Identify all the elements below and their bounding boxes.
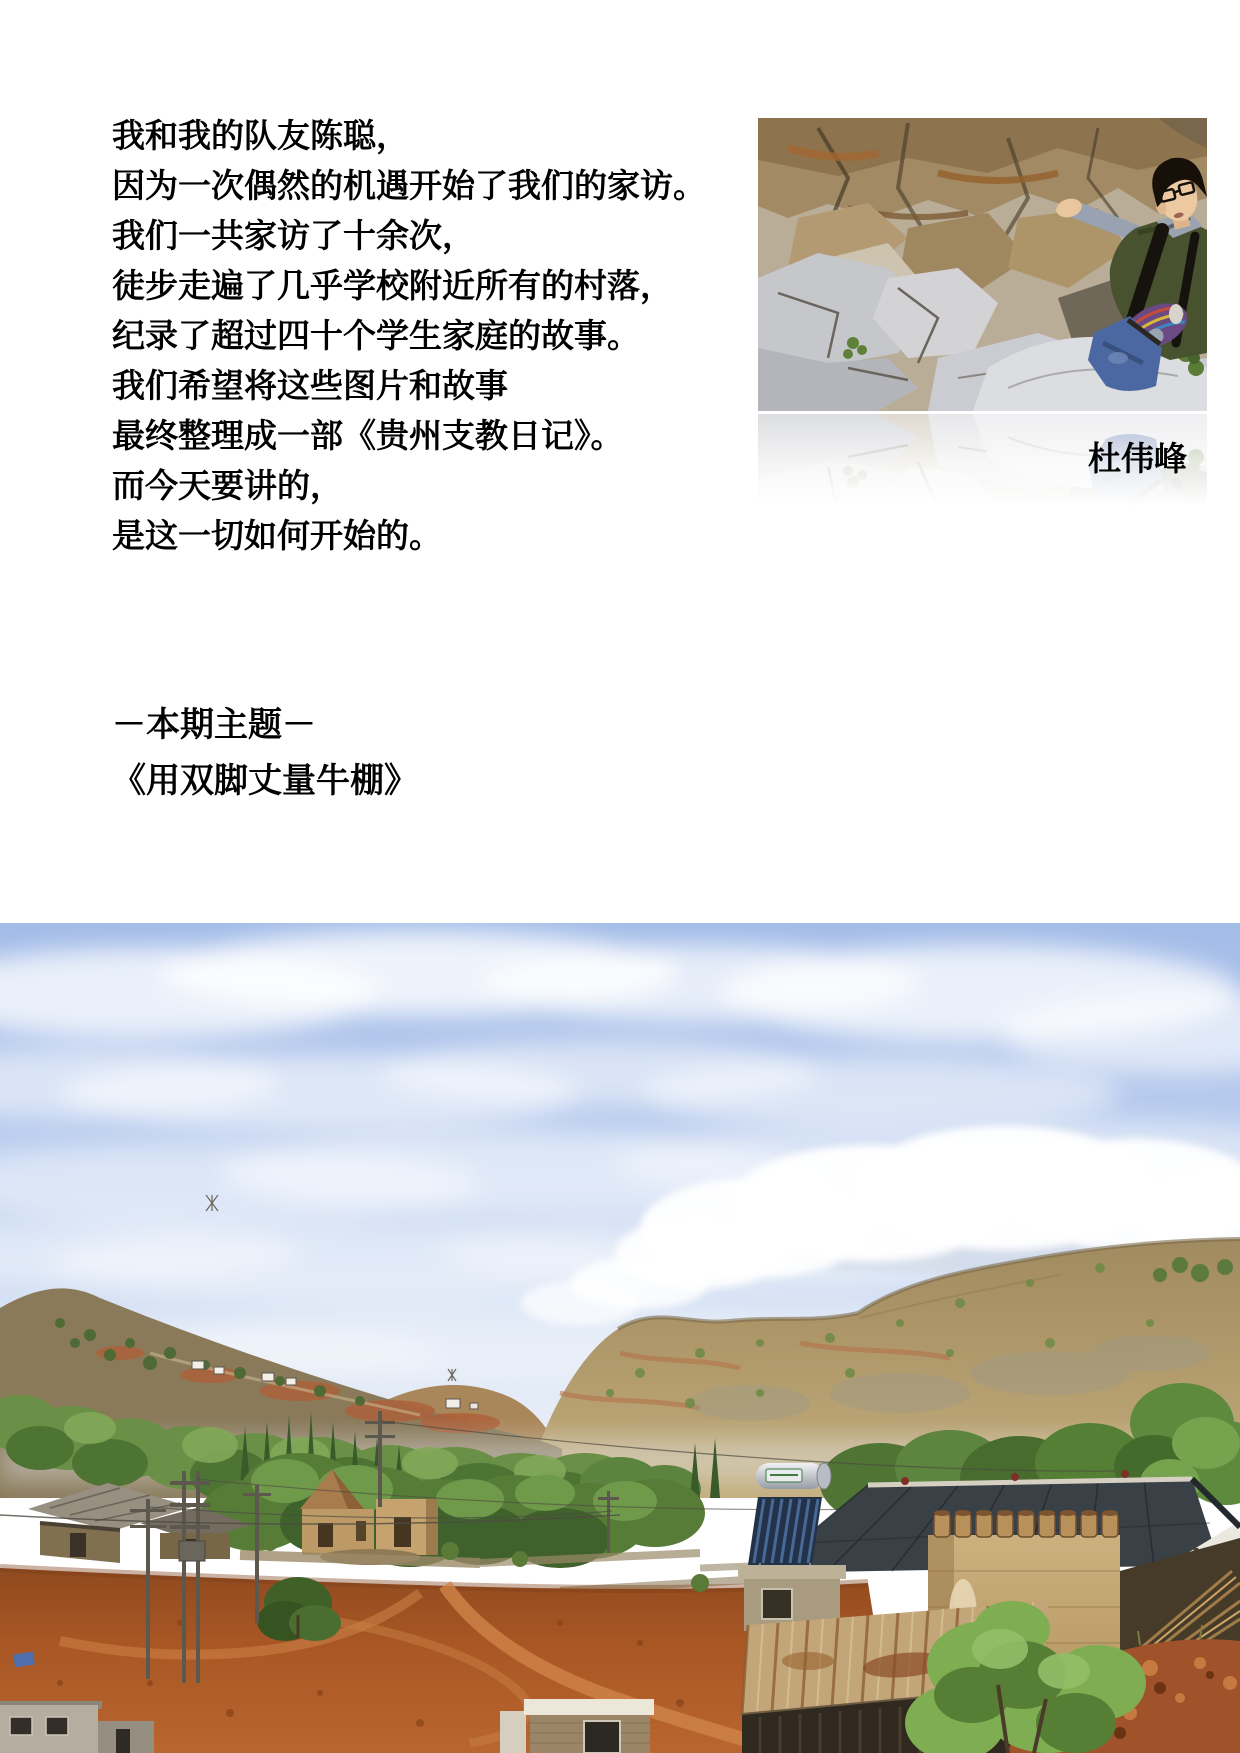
intro-line: 是这一切如何开始的。	[112, 519, 442, 555]
intro-line: 徒步走遍了几乎学校附近所有的村落，	[112, 269, 673, 305]
intro-line: 纪录了超过四十个学生家庭的故事。	[112, 319, 640, 355]
landscape-photo	[0, 923, 1240, 1753]
theme-title: －本期主题－	[112, 707, 316, 744]
theme-block	[112, 698, 418, 810]
intro-paragraph	[112, 112, 706, 562]
photo-caption: 杜伟峰	[1088, 442, 1187, 478]
intro-line: 我们希望将这些图片和故事	[112, 369, 508, 405]
intro-line: 最终整理成一部《贵州支教日记》。	[112, 419, 624, 455]
portrait-photo-figure	[758, 118, 1207, 506]
portrait-photo	[758, 118, 1207, 411]
intro-line: 我们一共家访了十余次，	[112, 219, 475, 255]
intro-line: 而今天要讲的，	[112, 469, 343, 505]
theme-subtitle: 《用双脚丈量牛棚》	[112, 763, 418, 800]
intro-line: 因为一次偶然的机遇开始了我们的家访。	[112, 169, 706, 205]
intro-line: 我和我的队友陈聪，	[112, 119, 409, 155]
